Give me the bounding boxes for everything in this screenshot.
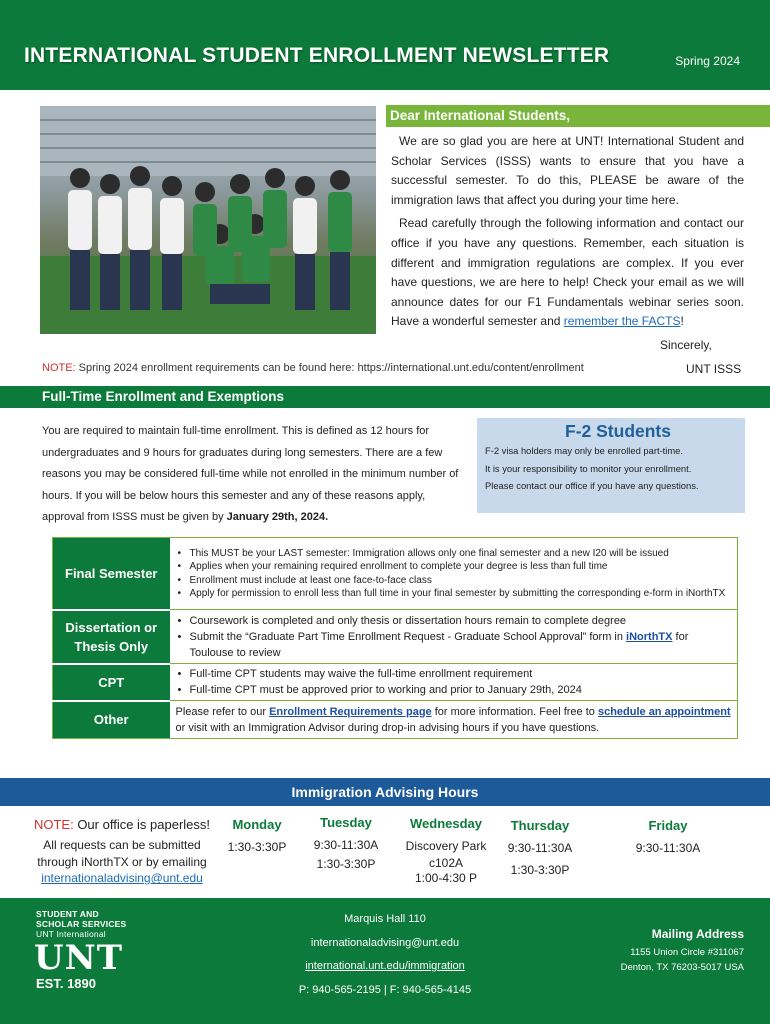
day-hours: 1:30-3:30P xyxy=(227,840,287,854)
paperless-note xyxy=(27,817,217,887)
mailing-line: Denton, TX 76203-5017 USA xyxy=(620,962,744,973)
exemption-row-thesis xyxy=(53,610,738,664)
mailing-heading: Mailing Address xyxy=(651,927,744,941)
paperless-body: All requests can be submitted through iNorthTX or by emailing xyxy=(37,837,207,869)
photo-illustration xyxy=(40,106,376,334)
advising-day-wednesday xyxy=(398,814,494,886)
newsletter-footer xyxy=(0,898,770,1024)
schedule-appointment-link[interactable]: schedule an appointment xyxy=(597,705,731,718)
office-location: Marquis Hall 110 xyxy=(344,913,426,925)
list-item: • Enrollment must include at least one face-to-face class xyxy=(176,574,732,588)
mailing-address xyxy=(621,927,744,976)
logo-line: SCHOLAR SERVICES xyxy=(36,919,127,929)
f2-students-box xyxy=(477,418,745,513)
advising-day-thursday xyxy=(500,816,580,880)
exemption-details xyxy=(170,664,738,701)
logo-line: UNT International xyxy=(36,929,106,939)
f2-title: F-2 Students xyxy=(565,421,671,441)
other-text: for more information. Feel free to xyxy=(431,705,598,718)
welcome-letter xyxy=(391,132,744,336)
paperless-title xyxy=(27,817,217,834)
exemptions-table xyxy=(52,537,738,739)
list-item: • Full-time CPT students may waive the full-time enrollment requirement xyxy=(176,666,732,682)
exemption-details xyxy=(170,610,738,664)
list-item: • Full-time CPT must be approved prior to working and prior to January 29th, 2024 xyxy=(176,682,732,698)
day-name: Tuesday xyxy=(320,815,372,830)
unt-logo-icon: UNT xyxy=(34,938,124,978)
exemption-row-other xyxy=(53,701,738,739)
exemption-label: Final Semester xyxy=(53,538,170,610)
day-room: c102A xyxy=(428,856,464,870)
remember-facts-link[interactable]: remember the FACTS xyxy=(563,314,681,329)
office-phone: P: 940-565-2195 | F: 940-565-4145 xyxy=(298,983,472,996)
letter-closing: Sincerely, xyxy=(660,338,712,352)
student-group-photo xyxy=(40,106,376,334)
office-contact xyxy=(290,908,480,1002)
letter-greeting: Dear International Students, xyxy=(386,105,770,127)
fulltime-deadline: January 29th, 2024. xyxy=(226,511,329,523)
office-website-link[interactable]: international.unt.edu/immigration xyxy=(305,960,465,972)
advising-day-tuesday xyxy=(306,813,386,874)
day-hours: 9:30-11:30A xyxy=(313,838,379,852)
exemption-row-final-semester xyxy=(53,538,738,610)
letter-paragraph-2 xyxy=(391,214,744,332)
enrollment-note xyxy=(42,362,584,374)
exemption-label: CPT xyxy=(53,664,170,701)
paperless-text: Our office is paperless! xyxy=(73,817,211,832)
day-hours: 1:30-3:30P xyxy=(510,863,570,877)
letter-paragraph-1: We are so glad you are here at UNT! International Student and Scholar Services (ISSS) wants to ensure that you have a successful semester. To do this, PLEASE be aware of the immigration laws that affect you during your time here. xyxy=(391,134,744,207)
f2-line: F-2 visa holders may only be enrolled part-time. xyxy=(485,445,684,456)
exemption-details xyxy=(170,538,738,610)
f2-line: Please contact our office if you have any questions. xyxy=(485,480,699,491)
note-label: NOTE: xyxy=(42,362,76,374)
f2-line: It is your responsibility to monitor your enrollment. xyxy=(485,462,692,474)
day-name: Wednesday xyxy=(409,816,482,831)
day-name: Thursday xyxy=(510,818,570,833)
day-name: Monday xyxy=(232,817,282,832)
unt-logo-est: EST. 1890 xyxy=(36,976,96,991)
other-text: Please refer to our xyxy=(175,705,270,718)
advising-day-friday xyxy=(626,816,710,858)
letter-paragraph-2-end: ! xyxy=(680,314,684,329)
exemption-label: Other xyxy=(53,701,170,739)
thesis-bullet-text: Submit the “Graduate Part Time Enrollment Request - Graduate School Approval” form in xyxy=(189,630,623,643)
day-hours: 9:30-11:30A xyxy=(507,841,573,855)
newsletter-title: INTERNATIONAL STUDENT ENROLLMENT NEWSLETTER xyxy=(24,44,610,67)
newsletter-season: Spring 2024 xyxy=(675,54,740,68)
mailing-line: 1155 Union Circle #311067 xyxy=(630,946,744,958)
fulltime-heading: Full-Time Enrollment and Exemptions xyxy=(0,386,770,408)
exemption-label: Dissertation or Thesis Only xyxy=(53,610,170,664)
list-item: • Coursework is completed and only thesis or dissertation hours remain to complete degree xyxy=(176,613,732,629)
list-item: • Apply for permission to enroll less than full time in your final semester by submitting the corresponding e-form in iNorthTX xyxy=(176,587,732,601)
day-name: Friday xyxy=(648,818,688,833)
list-item xyxy=(176,629,732,661)
day-hours: 1:00-4:30 P xyxy=(414,871,478,885)
inorthtx-link[interactable]: iNorthTX xyxy=(626,630,673,643)
thesis-bullet-end: for Toulouse to review xyxy=(189,630,689,659)
office-email[interactable]: internationaladvising@unt.edu xyxy=(310,936,460,949)
day-hours: 9:30-11:30A xyxy=(635,841,701,855)
note-text: Spring 2024 enrollment requirements can be found here: https://international.unt.edu/content/enrollment xyxy=(75,362,584,374)
day-location: Discovery Park xyxy=(405,839,487,853)
other-text: or visit with an Immigration Advisor during drop-in advising hours if you have questions. xyxy=(175,721,600,734)
exemption-row-cpt xyxy=(53,664,738,701)
list-item: • Applies when your remaining required enrollment to complete your degree is less than full time xyxy=(176,560,732,574)
fulltime-body xyxy=(42,421,460,529)
unt-logo-text xyxy=(36,909,126,939)
logo-line: STUDENT AND xyxy=(36,909,99,919)
exemption-details xyxy=(170,701,738,739)
newsletter-header xyxy=(0,0,770,90)
advising-email-link[interactable]: internationaladvising@unt.edu xyxy=(41,871,203,886)
letter-paragraph-2-text: Read carefully through the following information and contact our office if you have any questions. Remember, each situation is different and immigration regulations are complex. If you ever have questions, we are here to help! Check your email as we will announce dates for our F1 Fundamentals webinar series soon. Have a wonderful semester and xyxy=(391,216,744,329)
enrollment-requirements-link[interactable]: Enrollment Requirements page xyxy=(269,705,432,718)
paperless-label: NOTE: xyxy=(33,817,74,832)
letter-signature: UNT ISSS xyxy=(686,362,742,376)
advising-day-monday xyxy=(222,815,292,857)
advising-heading: Immigration Advising Hours xyxy=(0,778,770,806)
fulltime-text: You are required to maintain full-time enrollment. This is defined as 12 hours for undergraduates and 9 hours for graduates during long semesters. There are a few reasons you may be considered full-time while not enrolled in the minimum number of hours. If you will be below hours this semester and any of these reasons apply, approval from ISSS must be given by xyxy=(42,425,459,523)
list-item: • This MUST be your LAST semester: Immigration allows only one final semester and a new I20 will be issued xyxy=(176,547,732,561)
day-hours: 1:30-3:30P xyxy=(316,857,376,871)
